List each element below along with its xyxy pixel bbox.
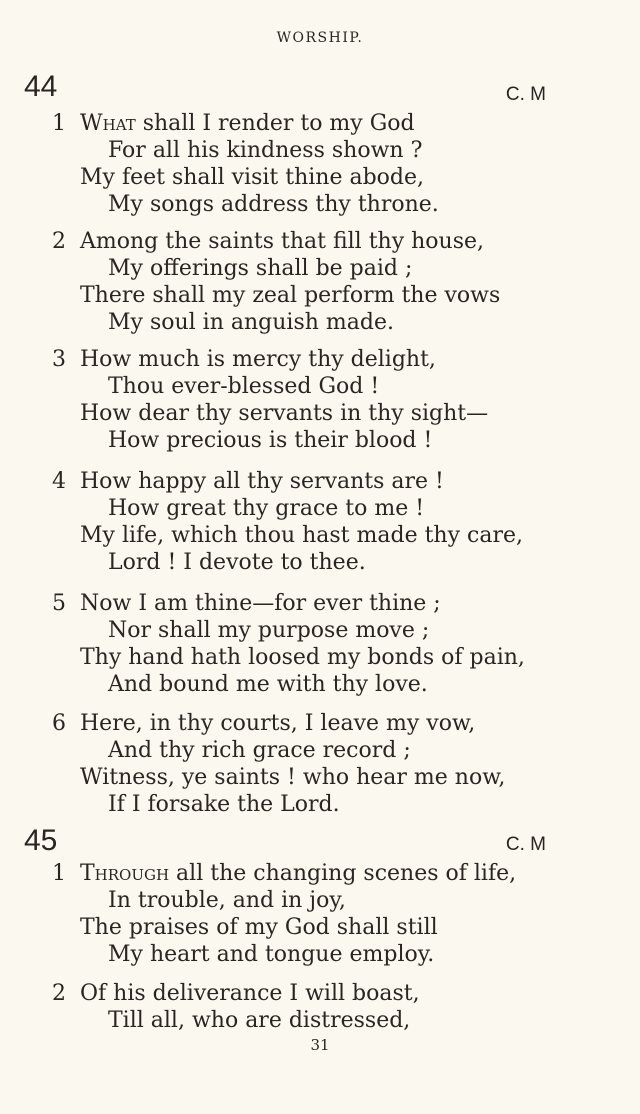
hymn-meter: C. M — [505, 834, 546, 855]
verse-line — [80, 860, 516, 887]
verse-line: How great thy grace to me ! — [108, 496, 425, 521]
hymn-number: 45 — [24, 824, 58, 857]
verse-line: Now I am thine—for ever thine ; — [80, 591, 441, 616]
verse-number: 2 — [52, 229, 66, 254]
verse-line: For all his kindness shown ? — [108, 138, 423, 163]
verse-line: Thou ever-blessed God ! — [108, 374, 380, 399]
verse-line: How dear thy servants in thy sight— — [80, 401, 489, 426]
verse-line: Here, in thy courts, I leave my vow, — [80, 711, 476, 736]
verse-line: My offerings shall be paid ; — [108, 256, 413, 281]
verse-number: 5 — [52, 591, 66, 616]
verse-line-rest: all the changing scenes of life, — [169, 861, 517, 886]
verse-line: My feet shall visit thine abode, — [80, 165, 424, 190]
verse-first-word: What — [80, 111, 136, 136]
page-number: 31 — [310, 1036, 330, 1054]
verse-first-word: Through — [80, 861, 170, 886]
verse-line: Nor shall my purpose move ; — [108, 618, 430, 643]
verse-line: Among the saints that fill thy house, — [80, 229, 485, 254]
verse-line: How much is mercy thy delight, — [80, 347, 436, 372]
verse-line: There shall my zeal perform the vows — [80, 283, 501, 308]
verse-line: The praises of my God shall still — [80, 915, 438, 940]
verse-line: In trouble, and in joy, — [108, 888, 346, 913]
verse-line: Witness, ye saints ! who hear me now, — [80, 765, 506, 790]
verse-number: 1 — [52, 111, 66, 136]
verse-number: 4 — [52, 469, 66, 494]
running-head: WORSHIP. — [276, 30, 364, 46]
verse-line: If I forsake the Lord. — [108, 792, 340, 817]
verse-line: Till all, who are distressed, — [108, 1008, 411, 1033]
hymn-number: 44 — [24, 70, 58, 103]
hymn-meter: C. M — [505, 84, 546, 105]
verse-line: Lord ! I devote to thee. — [108, 550, 366, 575]
verse-line-rest: shall I render to my God — [135, 111, 415, 136]
verse-line: My soul in anguish made. — [108, 310, 394, 335]
verse-line: How happy all thy servants are ! — [80, 469, 444, 494]
verse-line: How precious is their blood ! — [108, 428, 433, 453]
verse-number: 6 — [52, 711, 66, 736]
verse-number: 3 — [52, 347, 66, 372]
verse-line — [80, 110, 415, 137]
verse-line: My songs address thy throne. — [108, 192, 439, 217]
verse-line: And bound me with thy love. — [108, 672, 428, 697]
verse-line: Thy hand hath loosed my bonds of pain, — [80, 645, 525, 670]
verse-line: And thy rich grace record ; — [108, 738, 411, 763]
verse-number: 1 — [52, 861, 66, 886]
verse-line: Of his deliverance I will boast, — [80, 981, 420, 1006]
verse-line: My heart and tongue employ. — [108, 942, 435, 967]
verse-number: 2 — [52, 981, 66, 1006]
verse-line: My life, which thou hast made thy care, — [80, 523, 523, 548]
